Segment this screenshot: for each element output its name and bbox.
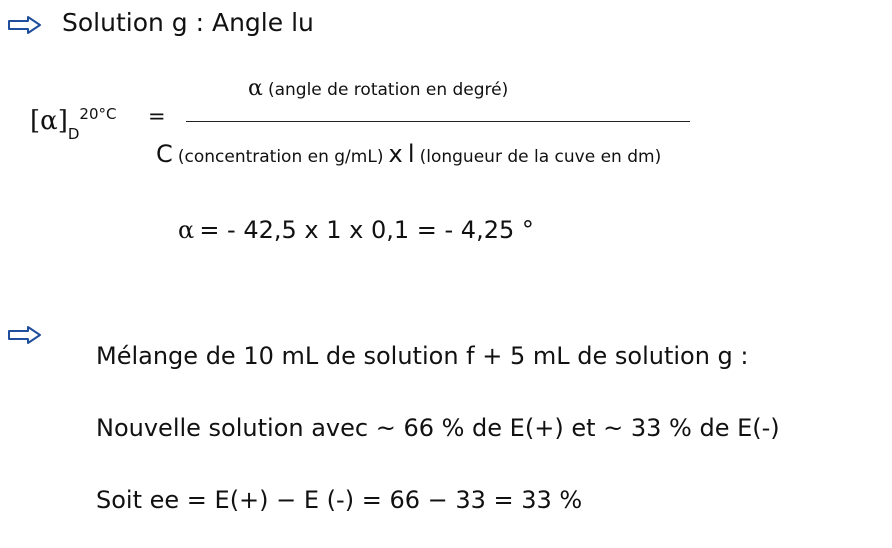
new-solution-line: Nouvelle solution avec ~ 66 % de E(+) et ~ 33 % de E(-)	[96, 414, 780, 442]
calculation-line	[178, 216, 534, 244]
concentration-symbol: C	[156, 140, 173, 168]
specific-rotation-symbol	[30, 104, 117, 144]
fraction-denominator	[156, 140, 661, 168]
calc-alpha-symbol: α	[178, 216, 195, 244]
equals-sign: =	[148, 104, 166, 128]
superscript-temperature: 20°C	[79, 104, 117, 123]
concentration-note: (concentration en g/mL)	[177, 147, 384, 167]
mixture-line: Mélange de 10 mL de solution f + 5 mL de solution g :	[96, 342, 749, 370]
subscript-d: D	[67, 125, 80, 144]
alpha-symbol: α	[248, 76, 263, 101]
enantiomeric-excess-line: Soit ee = E(+) − E (-) = 66 − 33 = 33 %	[96, 486, 583, 514]
length-note: (longueur de la cuve en dm)	[419, 147, 662, 167]
fraction-bar	[186, 121, 690, 122]
alpha-bracket: [α]	[30, 106, 68, 136]
times-sign: x	[388, 140, 403, 168]
right-arrow-icon	[6, 14, 44, 36]
fraction-numerator	[248, 76, 508, 101]
section-title: Solution g : Angle lu	[62, 8, 314, 37]
right-arrow-icon	[6, 324, 44, 346]
numerator-note: (angle de rotation en degré)	[267, 80, 509, 100]
calculation-text: = - 42,5 x 1 x 0,1 = - 4,25 °	[199, 216, 534, 244]
length-symbol: l	[407, 140, 415, 168]
